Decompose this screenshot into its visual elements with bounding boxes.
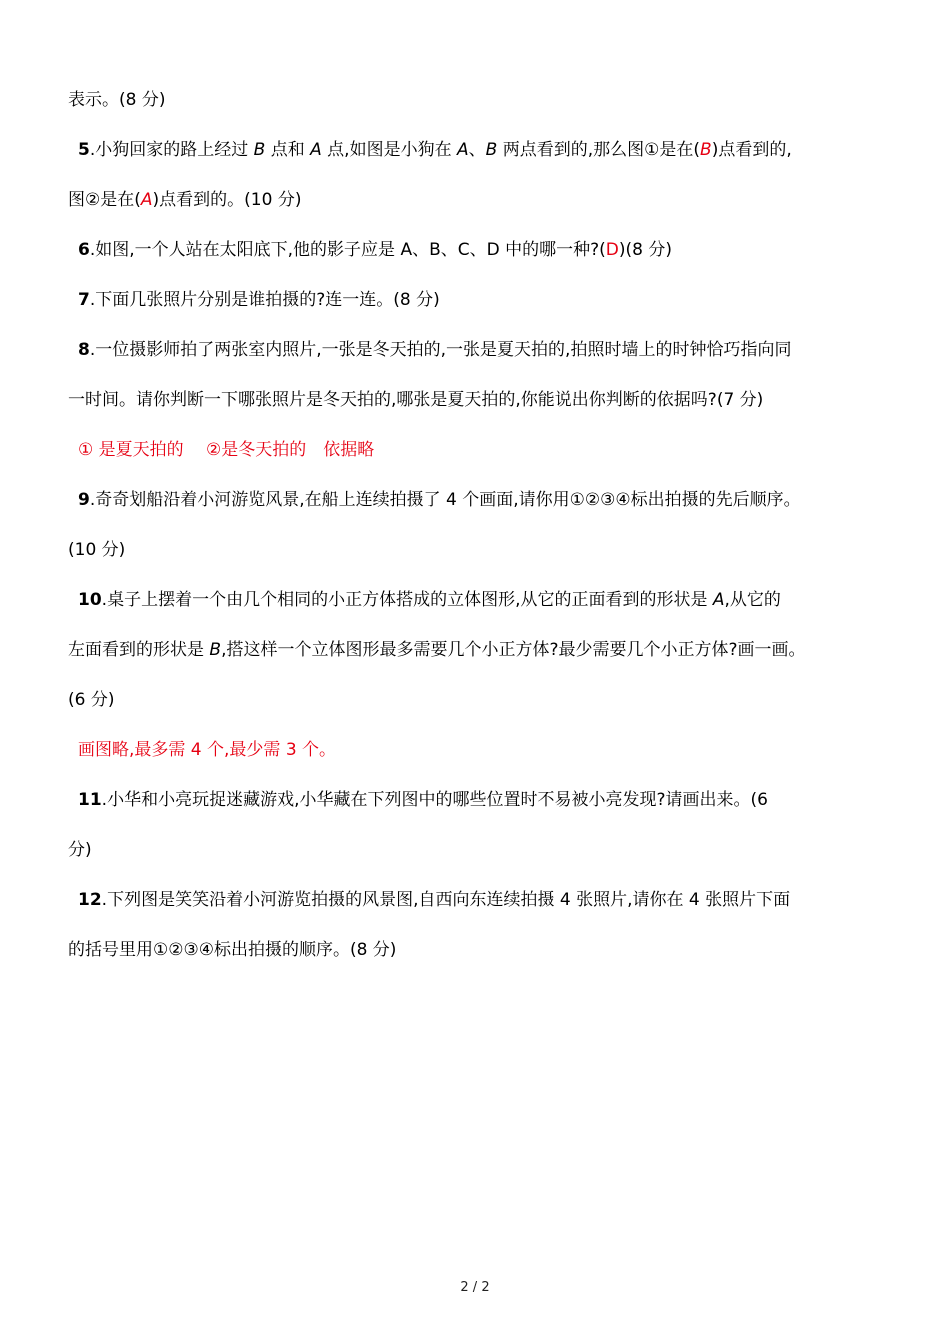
answer: D	[605, 240, 619, 260]
question-9-line-2: (10 分)	[68, 540, 126, 560]
question-10-line-1: 10.桌子上摆着一个由几个相同的小正方体搭成的立体图形,从它的正面看到的形状是 A,从它的	[78, 590, 781, 610]
question-11-line-1: 11.小华和小亮玩捉迷藏游戏,小华藏在下列图中的哪些位置时不易被小亮发现?请画出来。(6	[78, 790, 768, 810]
page-number: 2 / 2	[460, 1280, 490, 1295]
question-12-line-2: 的括号里用①②③④标出拍摄的顺序。(8 分)	[68, 940, 397, 960]
q4-tail: 表示。(8 分)	[68, 90, 166, 110]
question-10-answer: 画图略,最多需 4 个,最少需 3 个。	[78, 740, 337, 760]
question-8-line-2: 一时间。请你判断一下哪张照片是冬天拍的,哪张是夏天拍的,你能说出你判断的依据吗?(7 分)	[68, 390, 764, 410]
question-6: 6.如图,一个人站在太阳底下,他的影子应是 A、B、C、D 中的哪一种?(D)(8 分)	[78, 240, 672, 260]
answer: B	[700, 140, 712, 160]
question-number: 5	[78, 140, 90, 160]
question-number: 6	[78, 240, 90, 260]
question-7: 7.下面几张照片分别是谁拍摄的?连一连。(8 分)	[78, 290, 440, 310]
question-12-line-1: 12.下列图是笑笑沿着小河游览拍摄的风景图,自西向东连续拍摄 4 张照片,请你在 4 张照片下面	[78, 890, 791, 910]
question-5-line-1: 5.小狗回家的路上经过 B 点和 A 点,如图是小狗在 A、B 两点看到的,那么图①是在(B)点看到的,	[78, 140, 792, 160]
question-number: 11	[78, 790, 102, 810]
question-number: 12	[78, 890, 102, 910]
question-8-line-1: 8.一位摄影师拍了两张室内照片,一张是冬天拍的,一张是夏天拍的,拍照时墙上的时钟恰巧指向同	[78, 340, 792, 360]
question-number: 9	[78, 490, 90, 510]
question-10-line-2: 左面看到的形状是 B,搭这样一个立体图形最多需要几个小正方体?最少需要几个小正方体?画一画。	[68, 640, 806, 660]
question-8-answer: ① 是夏天拍的 ②是冬天拍的 依据略	[78, 440, 375, 460]
question-number: 7	[78, 290, 90, 310]
question-10-line-3: (6 分)	[68, 690, 115, 710]
question-5-line-2: 图②是在(A)点看到的。(10 分)	[68, 190, 302, 210]
question-number: 8	[78, 340, 90, 360]
answer: A	[140, 190, 153, 210]
question-9-line-1: 9.奇奇划船沿着小河游览风景,在船上连续拍摄了 4 个画面,请你用①②③④标出拍摄的先后顺序。	[78, 490, 801, 510]
question-number: 10	[78, 590, 102, 610]
question-11-line-2: 分)	[68, 840, 92, 860]
